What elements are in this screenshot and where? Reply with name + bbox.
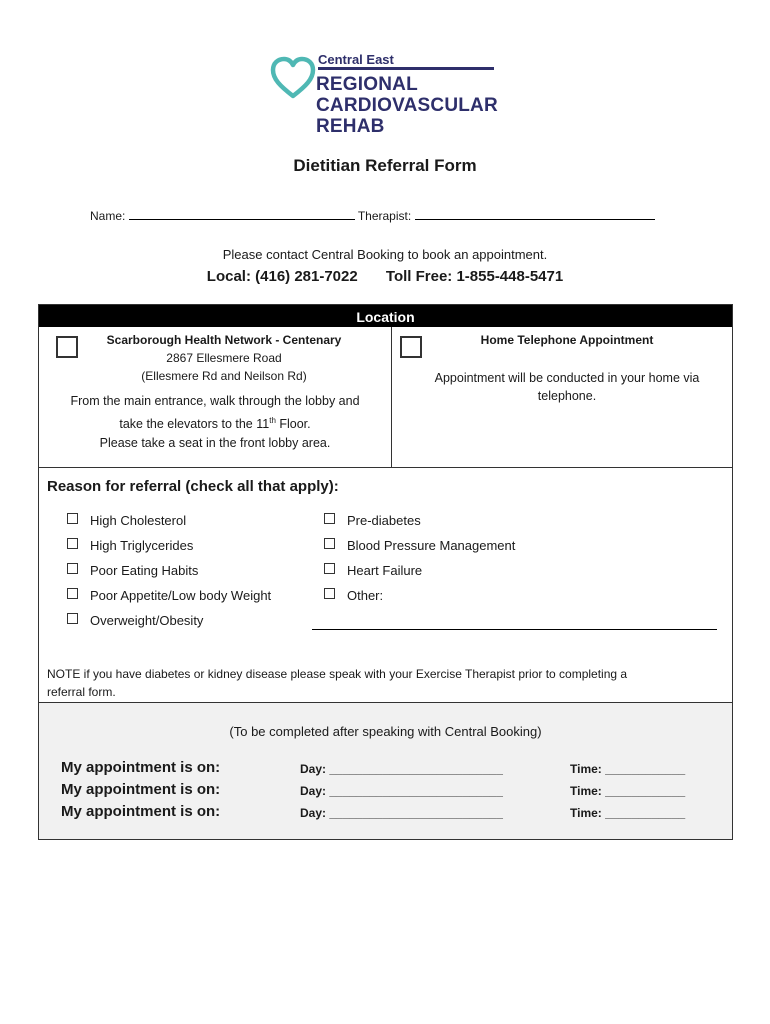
appointment-time-3[interactable]: Time: ____________: [570, 806, 686, 820]
logo-line-rehab: REHAB: [316, 116, 385, 137]
location-centenary-address2: (Ellesmere Rd and Neilson Rd): [141, 369, 307, 383]
note-line1: NOTE if you have diabetes or kidney disease please speak with your Exercise Therapist prior to completing a: [47, 667, 628, 681]
location-heading: Location: [39, 305, 732, 327]
location-centenary-name: Scarborough Health Network - Centenary: [106, 333, 342, 347]
location-home: [404, 331, 730, 405]
checkbox[interactable]: [67, 563, 78, 574]
local-phone: Local: (416) 281-7022: [206, 268, 358, 285]
appointment-day-1[interactable]: Day: __________________________: [300, 762, 503, 776]
location-centenary-address1: 2867 Ellesmere Road: [166, 351, 282, 365]
name-label: Name:: [90, 209, 126, 223]
directions-line2-b: Floor.: [275, 417, 311, 432]
location-divider: [391, 327, 392, 467]
directions-line2-a: take the elevators to the 11: [119, 417, 270, 432]
directions-line2-sup: th: [269, 416, 276, 425]
location-home-desc1: Appointment will be conducted in your home via: [434, 371, 700, 385]
reason-high-cholesterol[interactable]: [67, 513, 186, 528]
logo: [270, 52, 510, 142]
location-section: [38, 304, 733, 468]
appointment-day-2[interactable]: Day: __________________________: [300, 784, 503, 798]
checkbox[interactable]: [324, 538, 335, 549]
name-field[interactable]: [129, 207, 355, 220]
location-centenary-directions: [43, 392, 387, 453]
reason-label: Pre-diabetes: [347, 513, 421, 528]
reason-high-triglycerides[interactable]: [67, 538, 193, 553]
contact-instructions: Please contact Central Booking to book an appointment.: [222, 247, 548, 262]
reason-blood-pressure[interactable]: [324, 538, 515, 553]
checkbox[interactable]: [67, 613, 78, 624]
heart-icon: [270, 56, 316, 100]
reason-title: Reason for referral (check all that apply):: [47, 478, 339, 495]
checkbox[interactable]: [324, 563, 335, 574]
appointment-time-2[interactable]: Time: ____________: [570, 784, 686, 798]
reason-label: Poor Appetite/Low body Weight: [90, 588, 272, 603]
reason-poor-eating-habits[interactable]: [67, 563, 198, 578]
page-title: Dietitian Referral Form: [293, 156, 477, 175]
reason-overweight-obesity[interactable]: [67, 613, 203, 628]
logo-line-cardiovascular: CARDIOVASCULAR: [316, 95, 498, 116]
checkbox[interactable]: [67, 513, 78, 524]
reason-heart-failure[interactable]: [324, 563, 422, 578]
reason-pre-diabetes[interactable]: [324, 513, 421, 528]
note-line2: referral form.: [47, 685, 116, 699]
reason-label: High Triglycerides: [90, 538, 194, 553]
appointment-label-2: My appointment is on:: [61, 781, 221, 798]
reason-label: Poor Eating Habits: [90, 563, 199, 578]
location-home-desc2: telephone.: [537, 389, 597, 403]
location-centenary: [84, 331, 364, 385]
location-centenary-checkbox[interactable]: [56, 336, 78, 358]
checkbox[interactable]: [67, 588, 78, 599]
reason-label: Other:: [347, 588, 384, 603]
location-home-name: Home Telephone Appointment: [480, 333, 654, 347]
directions-line1: From the main entrance, walk through the lobby and: [70, 394, 360, 408]
other-text-field[interactable]: [312, 629, 717, 630]
appointment-day-3[interactable]: Day: __________________________: [300, 806, 503, 820]
reason-poor-appetite[interactable]: [67, 588, 271, 603]
appointment-section: [38, 702, 733, 840]
reason-label: High Cholesterol: [90, 513, 187, 528]
appointment-time-1[interactable]: Time: ____________: [570, 762, 686, 776]
therapist-field[interactable]: [415, 207, 655, 220]
toll-free-phone: Toll Free: 1-855-448-5471: [385, 268, 564, 285]
logo-subtitle: Central East: [318, 52, 394, 67]
appointment-label-1: My appointment is on:: [61, 759, 221, 776]
reason-label: Heart Failure: [347, 563, 423, 578]
reason-label: Blood Pressure Management: [347, 538, 516, 553]
logo-rule: [318, 67, 494, 70]
therapist-label: Therapist:: [357, 209, 412, 223]
checkbox[interactable]: [324, 513, 335, 524]
appointment-label-3: My appointment is on:: [61, 803, 221, 820]
directions-line2: [43, 411, 387, 434]
directions-line3: Please take a seat in the front lobby area.: [99, 436, 331, 451]
reason-other[interactable]: [324, 588, 383, 603]
phone-numbers: [0, 268, 770, 285]
checkbox[interactable]: [324, 588, 335, 599]
checkbox[interactable]: [67, 538, 78, 549]
diabetes-note: [47, 665, 727, 701]
logo-line-regional: REGIONAL: [316, 74, 418, 95]
name-therapist-row: [90, 207, 655, 223]
reason-label: Overweight/Obesity: [90, 613, 204, 628]
appointment-note: (To be completed after speaking with Central Booking): [229, 724, 542, 739]
reason-section: [38, 466, 733, 703]
